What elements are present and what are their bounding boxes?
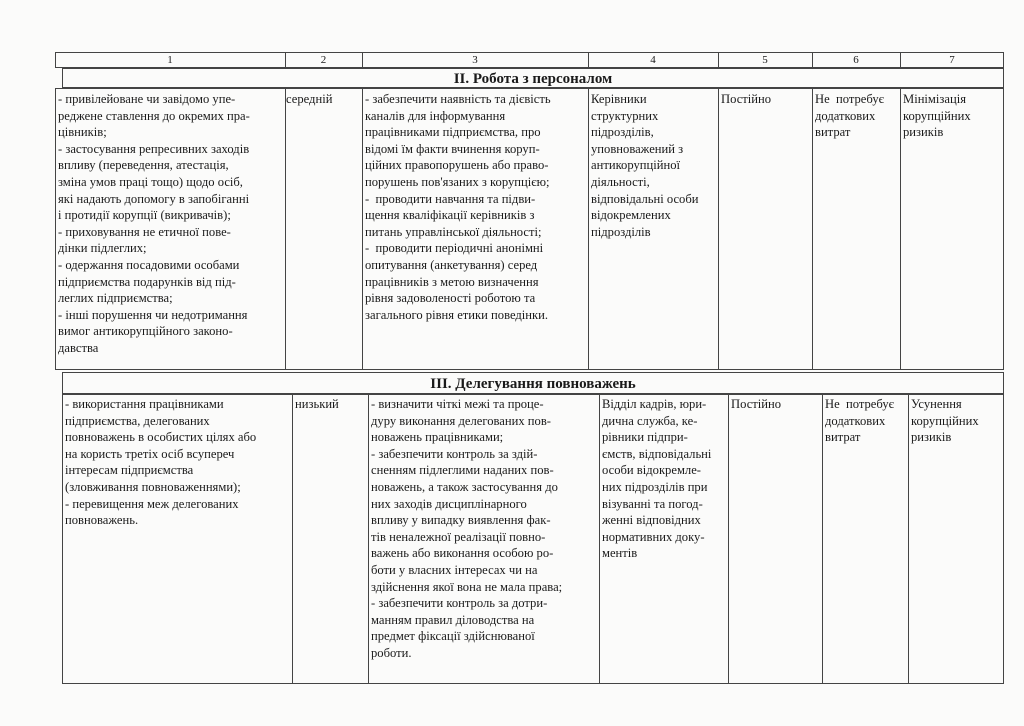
section-3-risk-line: інтересам підприємства xyxy=(65,463,194,478)
section-2-risk-line: - одержання посадовими особами xyxy=(58,257,240,272)
section-3-measures-cell xyxy=(368,395,599,662)
section-2-resources-cell xyxy=(812,90,900,141)
section-2-responsible-line: відповідальні особи xyxy=(591,191,699,206)
column-number-7: 7 xyxy=(949,54,955,66)
section-3-responsible-line: них підрозділів при xyxy=(602,479,708,494)
section-3-measure-line: тів неналежної реалізації повно- xyxy=(371,529,546,544)
section-2-responsible-line: Керівники xyxy=(591,92,647,106)
section-2-measure-line: щення кваліфікації керівників з xyxy=(365,208,535,223)
section-2-risk-line: цівників; xyxy=(58,125,107,140)
column-number-6: 6 xyxy=(853,54,859,66)
section-2-resources-line: додаткових xyxy=(815,108,876,123)
section-2-risk-line: - інші порушення чи недотримання xyxy=(58,307,248,322)
section-3-risk-cell xyxy=(62,395,292,529)
section-2-measure-line: - проводити періодичні анонімні xyxy=(365,241,544,256)
section-2-risk-line: які надають допомогу в запобіганні xyxy=(58,191,250,206)
section-3-risk-line: підприємства, делегованих xyxy=(65,413,210,428)
section-2-responsible-line: підрозділів, xyxy=(591,125,654,140)
section-2-measure-line: працівників з метою визначення xyxy=(365,274,539,289)
section-3-result-line: Усунення xyxy=(911,397,962,411)
section-2-risk-line: дінки підлеглих; xyxy=(58,241,147,256)
section-2-responsible-cell xyxy=(588,90,718,240)
section-3-measure-line: новажень, а також застосування до xyxy=(371,479,558,494)
section-2-responsible-line: структурних xyxy=(591,108,659,123)
section-2-responsible-line: відокремлених xyxy=(591,208,671,223)
section-3-measure-line: сненням підлеглими наданих пов- xyxy=(371,463,554,478)
section-2-result-line: корупційних xyxy=(903,108,971,123)
section-2-responsible-line: антикорупційної xyxy=(591,158,681,173)
section-3-risk-line: повноважень. xyxy=(65,513,139,528)
section-3-measure-line: манням правил діловодства на xyxy=(371,612,535,627)
section-2-risk-line: впливу (переведення, атестація, xyxy=(58,158,229,173)
section-2-risk-line: і протидії корупції (викривачів); xyxy=(58,208,231,223)
section-2-risk-line: реджене ставлення до окремих пра- xyxy=(58,108,250,123)
section-3-measure-line: них заходів дисциплінарного xyxy=(371,496,527,511)
section-3-responsible-line: дична служба, ке- xyxy=(602,413,698,428)
section-2-risk-line: давства xyxy=(58,340,99,355)
section-3-resources-line: витрат xyxy=(825,430,861,445)
section-3-measure-line: новажень працівниками; xyxy=(371,430,504,445)
section-3-measure-line: впливу у випадку виявлення фак- xyxy=(371,513,551,528)
section-2-risk-line: - приховування не етичної пове- xyxy=(58,224,231,239)
section-3-responsible-line: нормативних доку- xyxy=(602,529,705,544)
section-3-risk-line: повноважень в особистих цілях або xyxy=(65,430,257,445)
section-3-measure-line: предмет фіксації здійснюваної xyxy=(371,629,535,644)
section-2-measure-line: опитування (анкетування) серед xyxy=(365,257,538,272)
section-2-measure-line: рівня задоволеності роботою та xyxy=(365,291,536,306)
section-2-term: Постійно xyxy=(721,92,772,106)
section-3-measure-line: - забезпечити контроль за дотри- xyxy=(371,596,548,611)
section-3-responsible-line: рівники підпри- xyxy=(602,430,688,445)
section-2-title: II. Робота з персоналом xyxy=(453,71,613,87)
section-3-responsible-line: візуванні та погод- xyxy=(602,496,703,511)
section-2-measure-line: загального рівня етики поведінки. xyxy=(365,307,549,322)
section-3-risk-level: низький xyxy=(295,397,339,411)
section-3-risk-line: - перевищення меж делегованих xyxy=(65,496,239,511)
section-2-result-line: Мінімізація xyxy=(903,92,966,106)
section-3-measure-line: боти у власних інтересах чи на xyxy=(371,562,538,577)
section-2-measure-line: ційних правопорушень або право- xyxy=(365,158,549,173)
section-3-result-cell xyxy=(908,395,1004,446)
section-2-risk-line: - застосування репресивних заходів xyxy=(58,141,250,156)
column-number-1: 1 xyxy=(167,54,173,66)
column-number-5: 5 xyxy=(762,54,768,66)
section-3-responsible-cell xyxy=(599,395,728,562)
section-2-result-line: ризиків xyxy=(903,125,944,140)
column-number-2: 2 xyxy=(320,54,327,66)
column-number-3: 3 xyxy=(472,54,478,66)
section-2-risk-cell xyxy=(55,90,285,357)
section-2-resources-line: Не потребує xyxy=(815,92,885,106)
section-2-risk-line: підприємства подарунків від під- xyxy=(58,274,236,289)
section-2-risk-line: вимог антикорупційного законо- xyxy=(58,324,233,339)
section-2-risk-level: середній xyxy=(286,92,333,106)
section-3-responsible-line: женні відповідних xyxy=(602,513,701,528)
section-2-result-cell xyxy=(900,90,1004,141)
section-2-responsible-line: діяльності, xyxy=(591,174,650,189)
section-2-resources-line: витрат xyxy=(815,125,851,140)
section-3-responsible-line: ментів xyxy=(602,546,638,561)
section-3-resources-line: Не потребує xyxy=(825,397,895,411)
section-3-responsible-line: особи відокремле- xyxy=(602,463,701,478)
section-2-measures-cell xyxy=(362,90,588,323)
section-2-measure-line: каналів для інформування xyxy=(365,108,506,123)
section-2-risk-line: - привілейоване чи завідомо упе- xyxy=(58,92,236,106)
section-3-result-line: ризиків xyxy=(911,430,952,445)
section-3-resources-line: додаткових xyxy=(825,413,886,428)
section-2-risk-line: зміна умов праці тощо) щодо осіб, xyxy=(58,174,243,189)
section-3-responsible-line: Відділ кадрів, юри- xyxy=(602,397,707,411)
section-3-title: III. Делегування повноважень xyxy=(430,376,636,392)
section-2-measure-line: - проводити навчання та підви- xyxy=(365,191,536,206)
section-3-measure-line: здійснення якої вона не мала права; xyxy=(371,579,563,594)
section-3-risk-line: на користь третіх осіб всупереч xyxy=(65,446,235,461)
section-3-measure-line: дуру виконання делегованих пов- xyxy=(371,413,551,428)
section-3-term: Постійно xyxy=(731,397,782,411)
section-2-measure-line: порушень пов'язаних з корупцією; xyxy=(365,174,550,189)
section-2-risk-line: леглих підприємства; xyxy=(58,291,173,306)
column-number-4: 4 xyxy=(650,54,656,66)
section-3-measure-line: важень або виконання особою ро- xyxy=(371,546,554,561)
section-2-responsible-line: підрозділів xyxy=(591,224,651,239)
section-3-risk-line: - використання працівниками xyxy=(65,397,224,411)
section-3-resources-cell xyxy=(822,395,908,446)
section-3-risk-line: (зловживання повноваженнями); xyxy=(65,479,241,494)
section-3-measure-line: - визначити чіткі межі та проце- xyxy=(371,397,544,411)
section-2-measure-line: питань управлінської діяльності; xyxy=(365,224,542,239)
section-3-measure-line: - забезпечити контроль за здій- xyxy=(371,446,538,461)
section-2-responsible-line: уповноважений з xyxy=(591,141,684,156)
section-2-measure-line: працівниками підприємства, про xyxy=(365,125,541,140)
section-3-measure-line: роботи. xyxy=(371,645,412,660)
section-3-responsible-line: ємств, відповідальні xyxy=(602,446,712,461)
section-3-result-line: корупційних xyxy=(911,413,979,428)
section-2-measure-line: - забезпечити наявність та дієвість xyxy=(365,92,551,106)
section-2-measure-line: відомі їм факти вчинення коруп- xyxy=(365,141,540,156)
